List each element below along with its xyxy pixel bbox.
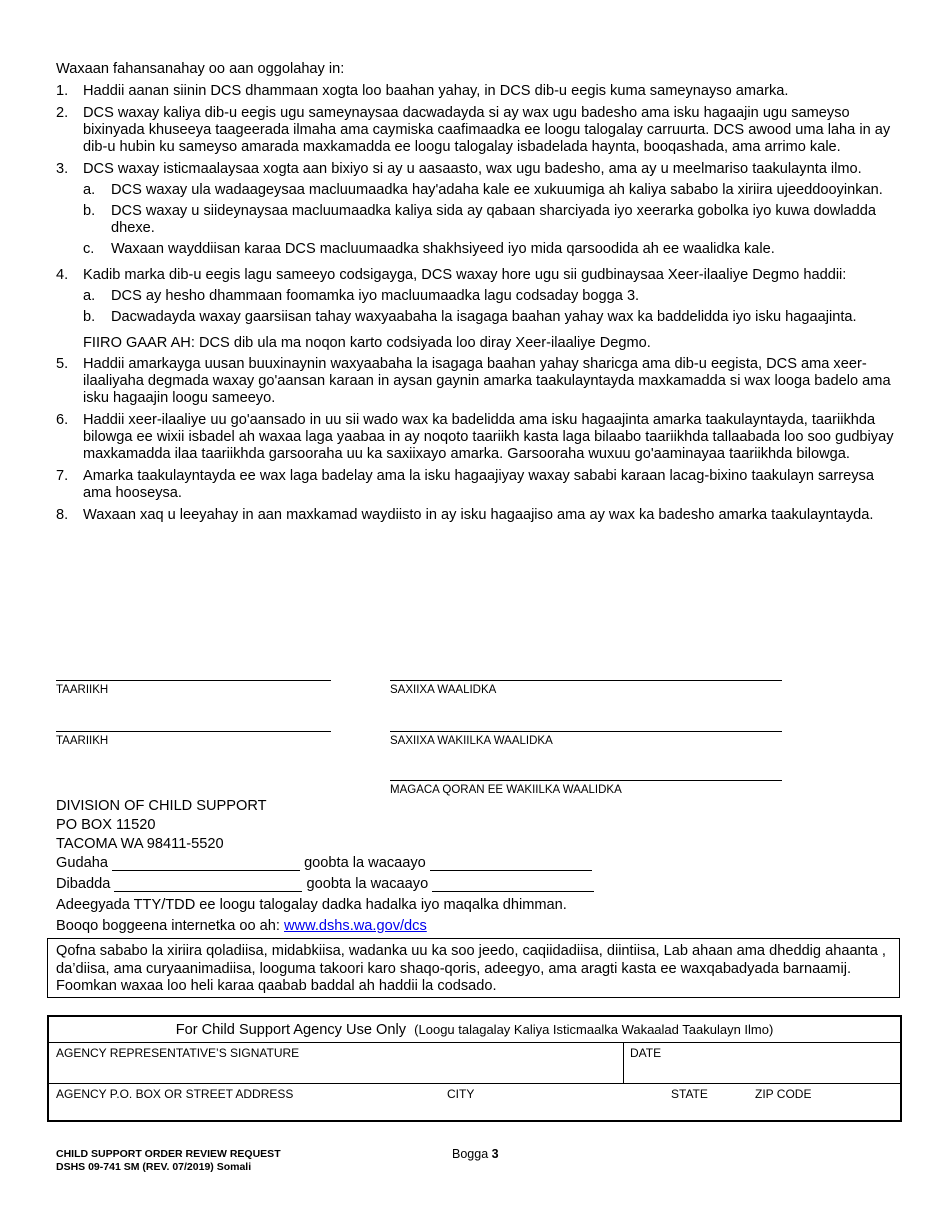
list-item <box>56 356 901 407</box>
website-link[interactable]: www.dshs.wa.gov/dcs <box>284 918 427 934</box>
item-number: 1. <box>56 83 69 99</box>
item-number: 4. <box>56 267 69 283</box>
sub-letter: b. <box>83 203 96 219</box>
sub-text: DCS waxay u siideynaysaa macluumaadka kaliya sida ay qabaan sharciyada iyo xeerarka gobolka iyo kuwa dowladda dhexe. <box>111 203 876 236</box>
home-best-time-field[interactable] <box>430 856 592 871</box>
tty-note: Adeegyada TTY/TDD ee loogu talogalay dadka hadalka iyo maqalka dhimman. <box>56 897 567 913</box>
work-best-time-label: goobta la wacaayo <box>306 876 429 892</box>
special-note: FIIRO GAAR AH: DCS dib ula ma noqon karto codsiyada loo diray Xeer-ilaaliye Degmo. <box>83 335 651 351</box>
parent-signature-label: SAXIIXA WAALIDKA <box>390 684 497 696</box>
representative-signature-line[interactable] <box>390 731 782 732</box>
list-item <box>56 412 901 463</box>
page-label: Bogga <box>452 1147 489 1161</box>
agency-state-label: STATE <box>671 1087 708 1101</box>
date-label-1: TAARIIKH <box>56 684 109 696</box>
sub-text: DCS ay hesho dhammaan foomamka iyo macluumaadka lagu codsaday bogga 3. <box>111 288 640 304</box>
address-line-2: PO BOX 11520 <box>56 817 156 833</box>
mailing-address <box>56 797 267 854</box>
sub-item <box>83 309 901 326</box>
sub-item <box>83 203 901 237</box>
sub-item <box>83 241 901 258</box>
sub-text: DCS waxay ula wadaageysaa macluumaadka hay'adaha kale ee xukuumiga ah kaliya sababo la xiriira ujeeddooyinkan. <box>111 182 883 198</box>
item-number: 7. <box>56 468 69 484</box>
agency-address-row <box>49 1084 900 1124</box>
date-label-2: TAARIIKH <box>56 735 109 747</box>
agency-date-label: DATE <box>630 1046 662 1060</box>
work-phone-label: Dibadda <box>56 876 111 892</box>
work-best-time-field[interactable] <box>432 877 594 892</box>
agency-box-title <box>49 1017 900 1043</box>
address-line-3: TACOMA WA 98411-5520 <box>56 836 224 852</box>
parent-signature-line[interactable] <box>390 680 782 681</box>
item-number: 8. <box>56 507 69 523</box>
item-text: Waxaan xaq u leeyahay in aan maxkamad waydiisto in ay isku hagaajiso ama ay wax ka badesho amarka taakulayntayda. <box>83 507 874 523</box>
sub-text: Waxaan wayddiisan karaa DCS macluumaadka shakhsiyeed iyo mida qarsoodida ah ee waalidka kale. <box>111 241 775 257</box>
nondiscrimination-box <box>47 938 900 998</box>
representative-name-line[interactable] <box>390 780 782 781</box>
list-item <box>56 267 901 330</box>
item-number: 5. <box>56 356 69 372</box>
item-number: 2. <box>56 105 69 121</box>
address-line-1: DIVISION OF CHILD SUPPORT <box>56 798 267 814</box>
work-phone-field[interactable] <box>114 877 302 892</box>
nondiscrimination-text: Qofna sababo la xiriira qoladiisa, midabkiisa, wadanka uu ka soo jeedo, caqiidadiisa, diintiisa, Lab ahaan ama dheddig ahaanta , da’diisa, ama curyaanimadiisa, looguma takoori karo shaqo-qoris, adeegyo, ama aragti kasta ee waxqabadyada barnaamij. Foomkan waxaa loo heli karaa qaabab baddal ah haddii la codsado. <box>56 943 886 994</box>
item-text: DCS waxay isticmaalaysaa xogta aan bixiyo si ay u aasaasto, wax ugu badesho, ama ay u meelmariso taakulaynta ilmo. <box>83 161 862 177</box>
list-item <box>56 83 901 100</box>
sub-letter: a. <box>83 288 96 304</box>
sub-item <box>83 182 901 199</box>
item-text: Haddii xeer-ilaaliye uu go'aansado in uu sii wado wax ka badelidda ama isku hagaajinta amarka taakulayntayda, taariikhda bilowga ee wixii isbadel ah waxaa laga yaabaa in ay noqoto taariikh kasta laga bilaabo taariikhda tallaabada loo soo gudbiyay maxkamadda ilaa taariikhda garsooraha uu ka saxiixayo amarka. Garsooraha wuxuu go'aaminayaa taariikhda bilowga. <box>83 412 894 462</box>
item-number: 3. <box>56 161 69 177</box>
sub-letter: a. <box>83 182 96 198</box>
intro-text: Waxaan fahansanahay oo aan oggolahay in: <box>56 61 345 77</box>
agency-use-box <box>47 1015 902 1122</box>
sub-item <box>83 288 901 305</box>
home-phone-row <box>56 855 592 871</box>
date-line-2[interactable] <box>56 731 331 732</box>
work-phone-row <box>56 876 594 892</box>
sub-letter: c. <box>83 241 95 257</box>
item-text: Haddii amarkayga uusan buuxinaynin waxyaabaha la isagaga baahan yahay sharicga ama dib-u eegista, DCS ama xeer-ilaaliyaha degmada waxay go'aansan karaan in aysan gaynin amarka taakulayntayda maxkamadda si wax looga badelo ama isku hagaajin loogu sameeyo. <box>83 356 891 406</box>
agency-city-label: CITY <box>447 1087 475 1101</box>
terms-list <box>56 83 901 529</box>
representative-name-label: MAGACA QORAN EE WAKIILKA WAALIDKA <box>390 784 622 796</box>
website-row <box>56 918 427 934</box>
agency-title: For Child Support Agency Use Only <box>175 1022 407 1038</box>
item-text: DCS waxay kaliya dib-u eegis ugu sameynaysaa dacwadayda si ay wax ugu badesho ama isku hagaajin ugu sameyso bixinyada khuseeya taageerada ilmaha ama caymiska caafimaadka ee loogu talogalay carruurta. DCS awood uma laha in ay dib-u hubin ku sameyso amarada maxkamadda ee loogu talogalay isbadelada haynta, booqashada, ama arrimo kale. <box>83 105 891 155</box>
representative-signature-label: SAXIIXA WAKIILKA WAALIDKA <box>390 735 553 747</box>
agency-zip-label: ZIP CODE <box>755 1087 812 1101</box>
item-number: 6. <box>56 412 69 428</box>
item-text: Haddii aanan siinin DCS dhammaan xogta loo baahan yahay, in DCS dib-u eegis kuma sameynayso amarka. <box>83 83 789 99</box>
agency-signature-label: AGENCY REPRESENTATIVE’S SIGNATURE <box>56 1046 300 1060</box>
item-text: Kadib marka dib-u eegis lagu sameeyo codsigayga, DCS waxay hore ugu sii gudbinaysaa Xeer-ilaaliye Degmo haddii: <box>83 267 847 283</box>
sub-text: Dacwadayda waxay gaarsiisan tahay waxyaabaha la isagaga baahan yahay wax ka baddelidda iyo isku hagaajinta. <box>111 309 857 325</box>
form-id: DSHS 09-741 SM (REV. 07/2019) Somali <box>56 1161 252 1173</box>
home-best-time-label: goobta la wacaayo <box>304 855 426 871</box>
page-num: 3 <box>491 1147 499 1161</box>
agency-address-label: AGENCY P.O. BOX OR STREET ADDRESS <box>56 1087 294 1101</box>
list-item <box>56 507 901 524</box>
sub-letter: b. <box>83 309 96 325</box>
column-divider <box>623 1043 624 1083</box>
page-number <box>452 1147 499 1161</box>
website-prefix: Booqo boggeena internetka oo ah: <box>56 918 285 934</box>
list-item <box>56 468 901 502</box>
agency-title-sub: (Loogu talagalay Kaliya Isticmaalka Wakaalad Taakulayn Ilmo) <box>414 1022 774 1037</box>
home-phone-label: Gudaha <box>56 855 108 871</box>
list-item <box>56 105 901 156</box>
date-line-1[interactable] <box>56 680 331 681</box>
home-phone-field[interactable] <box>112 856 300 871</box>
form-footer <box>56 1148 281 1174</box>
item-text: Amarka taakulayntayda ee wax laga badelay ama la isku hagaajiyay waxay sababi karaan lacag-bixino taakulayn sarreysa ama hooseysa. <box>83 468 874 501</box>
list-item <box>56 161 901 262</box>
form-title: CHILD SUPPORT ORDER REVIEW REQUEST <box>56 1148 281 1160</box>
agency-signature-row <box>49 1043 900 1084</box>
